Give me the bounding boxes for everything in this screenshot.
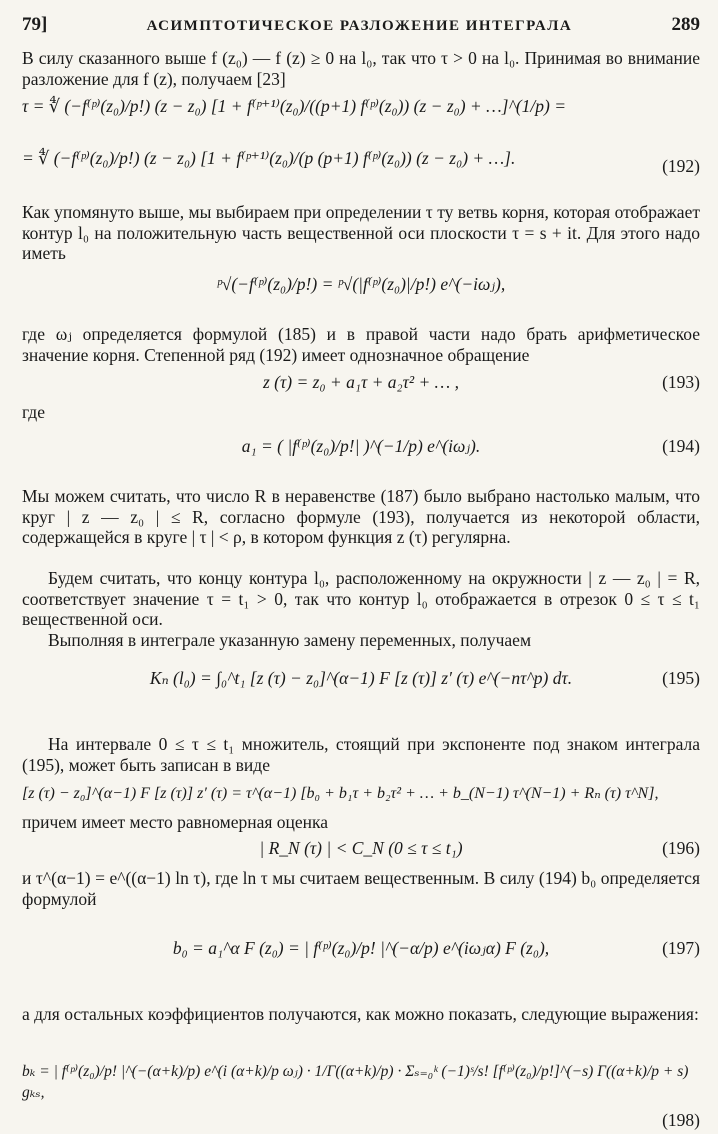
running-title: АСИМПТОТИЧЕСКОЕ РАЗЛОЖЕНИЕ ИНТЕГРАЛА	[146, 18, 573, 34]
page-header	[22, 14, 700, 48]
equation-198-text: bₖ = | f⁽ᵖ⁾(z₀)/p! |^(−(α+k)/p) e^(i (α+k)/p ωⱼ) · 1/Γ((α+k)/p) · Σₛ₌₀ᵏ (−1)ˢ/s! [f⁽ᵖ⁾(z₀)/p!]^(−s) Γ((α+k)/p + s) gₖₛ,	[22, 1063, 689, 1101]
paragraph-7: На интервале 0 ≤ τ ≤ t₁ множитель, стоящий при экспоненте под знаком интеграла (195), может быть записан в виде	[22, 734, 700, 775]
paragraph-9: и τ^(α−1) = e^((α−1) ln τ), где ln τ мы считаем вещественным. В силу (194) b₀ определяется формулой	[22, 868, 700, 909]
equation-198	[22, 1048, 700, 1110]
equation-192-line2-text: = ∜ (−f⁽ᵖ⁾(z₀)/p!) (z − z₀) [1 + f⁽ᵖ⁺¹⁾(z₀)/(p (p+1) f⁽ᵖ⁾(z₀)) (z − z₀) + …].	[22, 148, 516, 168]
equation-number-193: (193)	[662, 372, 700, 392]
equation-192-line1	[22, 90, 700, 148]
equation-194-text: a₁ = ( |f⁽ᵖ⁾(z₀)/p!| )^(−1/p) e^(iωⱼ).	[241, 436, 481, 456]
paragraph-2: Как упомянуто выше, мы выбираем при определении τ ту ветвь корня, которая отображает контур l₀ на положительную часть вещественной оси плоскости τ = s + it. Для этого надо иметь	[22, 202, 700, 263]
equation-196-text: | R_N (τ) | < C_N (0 ≤ τ ≤ t₁)	[259, 838, 463, 858]
equation-number-195: (195)	[662, 668, 700, 688]
page-number: 289	[671, 14, 700, 35]
equation-number-194: (194)	[662, 436, 700, 456]
equation-number-198: (198)	[662, 1110, 700, 1130]
paragraph-3: где ωⱼ определяется формулой (185) и в правой части надо брать арифметическое значение корня. Степенной ряд (192) имеет однозначное обращение	[22, 324, 700, 365]
equation-number-197: (197)	[662, 938, 700, 958]
equation-198-number-line	[22, 1110, 700, 1134]
equation-192-line2	[22, 148, 700, 202]
equation-number-192: (192)	[662, 156, 700, 176]
paragraph-10: а для остальных коэффициентов получаются, как можно показать, следующие выражения:	[22, 1004, 699, 1024]
equation-196	[22, 834, 700, 868]
equation-193	[22, 366, 700, 402]
section-number: 79]	[22, 14, 48, 35]
paragraph-8: причем имеет место равномерная оценка	[22, 812, 329, 832]
paragraph-1: В силу сказанного выше f (z₀) — f (z) ≥ 0 на l₀, так что τ > 0 на l₀. Принимая во внимание разложение для f (z), получаем [23]	[22, 48, 700, 89]
equation-195	[22, 652, 700, 726]
equation-series-text: [z (τ) − z₀]^(α−1) F [z (τ)] z′ (τ) = τ^(α−1) [b₀ + b₁τ + b₂τ² + … + b_(N−1) τ^(N−1) + Rₙ (τ) τ^N],	[22, 785, 659, 802]
equation-197	[22, 912, 700, 1004]
equation-series	[22, 778, 700, 812]
equation-root-branch-text: ᵖ√(−f⁽ᵖ⁾(z₀)/p!) = ᵖ√(|f⁽ᵖ⁾(z₀)|/p!) e^(−iωⱼ),	[216, 274, 506, 294]
equation-number-196: (196)	[662, 838, 700, 858]
paragraph-6: Выполняя в интеграле указанную замену переменных, получаем	[48, 630, 532, 650]
equation-root-branch	[22, 264, 700, 324]
paragraph-5: Будем считать, что концу контура l₀, расположенному на окружности | z — z₀ | = R, соответствует значение τ = t₁ > 0, так что контур l₀ отображается в отрезок 0 ≤ τ ≤ t₁ вещественной оси.	[22, 568, 700, 629]
equation-193-text: z (τ) = z₀ + a₁τ + a₂τ² + … ,	[263, 372, 459, 392]
equation-197-text: b₀ = a₁^α F (z₀) = | f⁽ᵖ⁾(z₀)/p! |^(−α/p) e^(iωⱼα) F (z₀),	[172, 938, 550, 958]
equation-192-line1-text: τ = ∜ (−f⁽ᵖ⁾(z₀)/p!) (z − z₀) [1 + f⁽ᵖ⁺¹⁾(z₀)/((p+1) f⁽ᵖ⁾(z₀)) (z − z₀) + …]^(1/p) =	[22, 96, 567, 116]
equation-194	[22, 422, 700, 486]
paragraph-4: Мы можем считать, что число R в неравенстве (187) было выбрано настолько малым, что круг | z — z₀ | ≤ R, согласно формуле (193), получается из некоторой области, содержащейся в круге | τ | < ρ, в котором функция z (τ) регулярна.	[22, 486, 700, 547]
where-label: где	[22, 402, 45, 422]
equation-195-text: Kₙ (l₀) = ∫₀^t₁ [z (τ) − z₀]^(α−1) F [z (τ)] z′ (τ) e^(−nτ^p) dτ.	[149, 668, 573, 688]
